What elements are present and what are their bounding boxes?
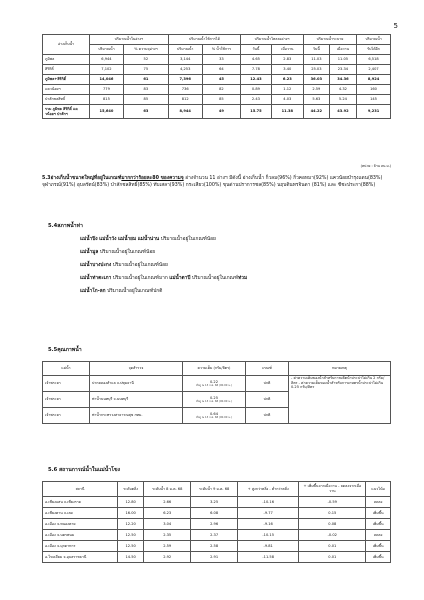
wq-salinity: 0.64 <box>209 411 218 416</box>
mekong-cell: เพิ่มขึ้น <box>366 519 391 530</box>
river-status-text: ปริมาณน้ำอยู่ในเกณฑ์ปกติ <box>105 289 163 294</box>
sub-header: เมื่อวาน <box>329 45 356 55</box>
section-5-3-paragraph <box>42 175 387 189</box>
reservoir-cell: 64 <box>202 65 241 75</box>
mekong-cell: ลดลง <box>366 497 391 508</box>
river-status-line <box>80 261 168 269</box>
wq-header-station: จุดสำรวจ <box>90 362 183 376</box>
river-name: แม่น้ำน่าน <box>137 237 160 242</box>
wq-station: ท่าน้ำนนทบุรี จ.นนทบุรี <box>90 392 183 408</box>
mekong-cell: -11.58 <box>238 552 299 563</box>
reservoir-cell: 25.03 <box>303 65 329 75</box>
river-name: แม่น้ำปิง <box>80 237 98 242</box>
river-name: แม่น้ำมูล <box>80 250 99 255</box>
reservoir-cell: 45 <box>202 75 241 85</box>
mekong-cell: 0.08 <box>299 519 366 530</box>
reservoir-cell: 36.03 <box>303 75 329 85</box>
reservoir-cell: 779 <box>90 85 124 95</box>
sub-header: รับได้อีก <box>357 45 391 55</box>
wq-river: เจ้าพระยา <box>43 408 90 424</box>
river-status-line <box>80 235 216 243</box>
reservoir-cell: 4.03 <box>271 95 303 105</box>
mekong-cell: -10.15 <box>238 530 299 541</box>
mekong-station: อ.เมือง จ.หนองคาย <box>43 519 118 530</box>
mekong-station: อ.โขงเจียม จ.อุบลราชธานี <box>43 552 118 563</box>
reservoir-cell: 2,407 <box>357 65 391 75</box>
wq-salinity: 0.22 <box>209 379 218 384</box>
sub-header: วันนี้ <box>303 45 329 55</box>
reservoir-cell: 7.78 <box>241 65 272 75</box>
mk-header: + สูงกว่าตลิ่ง - ต่ำกว่าตลิ่ง <box>238 482 299 497</box>
reservoir-cell: 3.40 <box>271 65 303 75</box>
mk-header: ระดับน้ำ 8 ม.ค. 68 <box>144 482 191 497</box>
wq-salinity: 0.25 <box>209 395 218 400</box>
mk-header: ระดับน้ำ 9 ม.ค. 68 <box>191 482 238 497</box>
river-name: แม่น้ำยม <box>117 237 137 242</box>
reservoir-cell: 23.34 <box>329 65 356 75</box>
wq-header-remark: หมายเหตุ <box>289 362 391 376</box>
mekong-cell: 6.23 <box>144 508 191 519</box>
reservoir-cell: 4,253 <box>168 65 202 75</box>
water-quality-table <box>42 361 391 424</box>
reservoir-table-header <box>43 35 391 45</box>
reservoir-row <box>43 75 391 85</box>
reservoir-cell: 8,924 <box>357 75 391 85</box>
reservoir-cell: 3,144 <box>168 55 202 65</box>
reservoir-cell: 8,944 <box>168 105 202 119</box>
sub-header: % น้ำใช้การ <box>202 45 241 55</box>
reservoir-cell: 43.92 <box>329 105 356 119</box>
river-status-text: ปริมาณน้ำอยู่ในเกณฑ์ <box>190 276 239 281</box>
reservoir-cell: 736 <box>168 85 202 95</box>
reservoir-cell: 85 <box>123 95 168 105</box>
mekong-cell: 3.04 <box>144 519 191 530</box>
reservoir-cell: 49 <box>202 105 241 119</box>
mekong-cell: 2.37 <box>191 530 238 541</box>
mekong-station: อ.เมือง จ.นครพนม <box>43 530 118 541</box>
reservoir-cell: 6,518 <box>357 55 391 65</box>
col-group-capacity: ปริมาณน้ำ <box>357 35 391 45</box>
mk-header: ระดับตลิ่ง <box>118 482 144 497</box>
mekong-cell: เพิ่มขึ้น <box>366 508 391 519</box>
reservoir-cell: 7,102 <box>90 65 124 75</box>
wq-salinity-cell <box>183 408 246 424</box>
mk-header: แนวโน้ม <box>366 482 391 497</box>
mekong-cell: -9.77 <box>238 508 299 519</box>
river-status-text: ปริมาณน้ำอยู่ในเกณฑ์น้อย <box>111 263 168 268</box>
section-5-4-heading: 5.4สภาพน้ำท่า <box>48 223 83 229</box>
reservoir-table-subheader <box>43 45 391 55</box>
river-status-line <box>80 287 162 295</box>
wq-criteria: ปกติ <box>246 392 289 408</box>
reservoir-cell: 2.83 <box>271 55 303 65</box>
reservoir-cell: 75 <box>123 65 168 75</box>
river-status-text: ปริมาณน้ำอยู่ในเกณฑ์น้อย <box>98 250 156 255</box>
reservoir-cell: 61 <box>123 75 168 85</box>
col-group-inflow: ปริมาณน้ำไหลลงอ่างฯ <box>241 35 304 45</box>
mekong-row <box>43 530 391 541</box>
reservoir-cell: 0.89 <box>241 85 272 95</box>
reservoir-name: แควน้อยฯ <box>43 85 90 95</box>
section-5-3-emphasis: มากกว่าร้อยละ80 ของความจุ <box>121 176 184 181</box>
river-status-line <box>80 248 155 256</box>
mekong-cell: 2.58 <box>191 541 238 552</box>
reservoir-name: ภูมิพล <box>43 55 90 65</box>
wq-station: ปากคลองสำแล จ.ปทุมธานี <box>90 376 183 392</box>
reservoir-cell: 15.75 <box>241 105 272 119</box>
mekong-row <box>43 497 391 508</box>
reservoir-row <box>43 65 391 75</box>
reservoir-cell: 11.03 <box>303 55 329 65</box>
mekong-cell: 0.01 <box>299 552 366 563</box>
wq-salinity-note: ที่อยู่ ณ 13 ก.ค. 68 (00.00 น.) <box>196 384 232 388</box>
section-5-5-heading: 5.5คุณภาพน้ำ <box>48 347 82 353</box>
reservoir-cell: 85 <box>202 95 241 105</box>
mekong-cell: ลดลง <box>366 530 391 541</box>
reservoir-cell: 160 <box>357 85 391 95</box>
reservoir-table <box>42 34 391 119</box>
mekong-cell: -9.81 <box>238 541 299 552</box>
mekong-cell: 2.92 <box>144 552 191 563</box>
reservoir-row <box>43 95 391 105</box>
reservoir-cell: 34.36 <box>329 75 356 85</box>
mekong-cell: 2.66 <box>144 497 191 508</box>
wq-salinity-cell <box>183 376 246 392</box>
mekong-cell: 12.50 <box>118 530 144 541</box>
section-5-3-lead: 5.3อ่างเก็บน้ำขนาดใหญ่ที่อยู่ในเกณฑ์ <box>42 176 122 181</box>
page-number: 5 <box>393 22 398 30</box>
col-group-usable: ปริมาณน้ำใช้การได้ <box>168 35 240 45</box>
wq-river: เจ้าพระยา <box>43 392 90 408</box>
reservoir-cell: 2.43 <box>241 95 272 105</box>
river-name: ท่วม <box>238 276 248 281</box>
mekong-row <box>43 541 391 552</box>
reservoir-cell: 5.63 <box>303 95 329 105</box>
reservoir-name: รวม ภูมิพล สิริกิติ์ แควน้อยฯ ป่าสักฯ <box>43 105 90 119</box>
wq-salinity-cell <box>183 392 246 408</box>
mekong-cell: เพิ่มขึ้น <box>366 541 391 552</box>
wq-salinity-note: ที่อยู่ ณ 13 ก.ค. 68 (00.00 น.) <box>196 400 232 404</box>
reservoir-cell: 6,944 <box>90 55 124 65</box>
reservoir-cell: 63 <box>123 105 168 119</box>
reservoir-name: สิริกิติ์ <box>43 65 90 75</box>
mekong-cell: 16.00 <box>118 508 144 519</box>
reservoir-cell: 4.65 <box>241 55 272 65</box>
mekong-row <box>43 519 391 530</box>
reservoir-cell: 4.32 <box>329 85 356 95</box>
river-name: แม่น้ำวัง <box>99 237 117 242</box>
river-status-text: ปริมาณน้ำอยู่ในเกณฑ์น้อย <box>159 237 216 242</box>
reservoir-header-name: อ่างเก็บน้ำ <box>43 35 90 55</box>
reservoir-cell: 14,046 <box>90 75 124 85</box>
col-group-outflow: ปริมาณน้ำระบาย <box>303 35 356 45</box>
river-status-text: ปริมาณน้ำอยู่ในเกณฑ์มาก <box>111 276 170 281</box>
reservoir-cell: 812 <box>168 95 202 105</box>
river-name: แม่น้ำท่าตะเภา <box>80 276 112 281</box>
reservoir-cell: 2.59 <box>303 85 329 95</box>
sub-header: ปริมาณน้ำ <box>90 45 124 55</box>
water-quality-header <box>43 362 391 376</box>
mekong-cell: -9.16 <box>238 519 299 530</box>
reservoir-cell: 52 <box>123 55 168 65</box>
mekong-cell: เพิ่มขึ้น <box>366 552 391 563</box>
river-name: แม่น้ำโก-ลก <box>80 289 106 294</box>
reservoir-cell: 11.05 <box>329 55 356 65</box>
wq-salinity-note: ที่อยู่ ณ 13 ก.ค. 68 (00.00 น.) <box>196 416 232 420</box>
mk-header: + เพิ่มขึ้นจากเมื่อวาน - ลดลงจากเมื่อวาน <box>299 482 366 497</box>
reservoir-row <box>43 85 391 95</box>
section-5-3-text: อ่างจำนวน 11 อ่างฯ มีดังนี้ อ่างเก็บน้ำ ก็วลม(96%) กิ่วคอหมา(92%) แควน้อยบำรุงแดน(83%) จุฬาภรณ์(91%) อุบลรัตน์(83%) ป่าสักชลสิทธิ์(85%) ทับเสลา(93%) กระเสียว(100%) ขุนด่านปราการชล(85%) นฤบดินทรจินดา (81%) และ ชีชะประกา(88%) <box>42 176 383 188</box>
reservoir-cell: 1.12 <box>271 85 303 95</box>
wq-header-criteria: เกณฑ์ <box>246 362 289 376</box>
sub-header: ปริมาณน้ำ <box>168 45 202 55</box>
reservoir-cell: 82 <box>202 85 241 95</box>
mekong-header <box>43 482 391 497</box>
mekong-row <box>43 552 391 563</box>
mekong-station: อ.เชียงคาน จ.เลย <box>43 508 118 519</box>
mekong-table <box>42 481 391 563</box>
col-group-storage: ปริมาณน้ำในอ่างฯ <box>90 35 169 45</box>
reservoir-cell: 44.22 <box>303 105 329 119</box>
reservoir-cell: 6.23 <box>271 75 303 85</box>
mekong-cell: 2.35 <box>144 530 191 541</box>
reservoir-cell: 5.24 <box>329 95 356 105</box>
mekong-cell: 6.08 <box>191 508 238 519</box>
section-5-6-heading: 5.6 สถานการณ์น้ำในแม่น้ำโขง <box>48 467 121 473</box>
sub-header: วันนี้ <box>241 45 272 55</box>
river-name: แม่น้ำบางปะกง <box>80 263 112 268</box>
mekong-cell: 0.15 <box>299 508 366 519</box>
mekong-cell: 12.80 <box>118 497 144 508</box>
mekong-cell: 14.50 <box>118 552 144 563</box>
mekong-cell: 12.20 <box>118 519 144 530</box>
mekong-cell: -10.16 <box>238 497 299 508</box>
mekong-cell: 2.91 <box>191 552 238 563</box>
sub-header: เมื่อวาน <box>271 45 303 55</box>
reservoir-cell: 83 <box>123 85 168 95</box>
mekong-cell: -0.59 <box>299 497 366 508</box>
wq-criteria: ปกติ <box>246 376 289 392</box>
mekong-cell: 3.25 <box>191 497 238 508</box>
reservoir-cell: 9,231 <box>357 105 391 119</box>
reservoir-cell: 7,396 <box>168 75 202 85</box>
water-quality-row <box>43 376 391 392</box>
wq-criteria: ปกติ <box>246 408 289 424</box>
reservoir-cell: 12.43 <box>241 75 272 85</box>
mekong-cell: 0.01 <box>299 541 366 552</box>
reservoir-cell: 815 <box>90 95 124 105</box>
reservoir-name: ภูมิพล+สิริกิติ์ <box>43 75 90 85</box>
mekong-station: อ.เชียงแสน จ.เชียงราย <box>43 497 118 508</box>
wq-river: เจ้าพระยา <box>43 376 90 392</box>
mekong-cell: 12.50 <box>118 541 144 552</box>
mekong-row <box>43 508 391 519</box>
reservoir-cell: 15,640 <box>90 105 124 119</box>
mekong-cell: -0.02 <box>299 530 366 541</box>
river-status-line <box>80 274 247 282</box>
reservoir-name: ป่าสักชลสิทธิ์ <box>43 95 90 105</box>
reservoir-cell: 11.38 <box>271 105 303 119</box>
reservoir-cell: 145 <box>357 95 391 105</box>
reservoir-row <box>43 105 391 119</box>
mekong-cell: 2.96 <box>191 519 238 530</box>
wq-station: ท่าน้ำกระทรวงสาธารณสุข กทม. <box>90 408 183 424</box>
mekong-station: อ.เมือง จ.มุกดาหาร <box>43 541 118 552</box>
wq-header-salinity: ความเค็ม (กรัม/ลิตร) <box>183 362 246 376</box>
wq-header-river: แม่น้ำ <box>43 362 90 376</box>
river-name: แม่น้ำตาปี <box>169 276 191 281</box>
mk-header: สถานี <box>43 482 118 497</box>
sub-header: % ความจุอ่างฯ <box>123 45 168 55</box>
unit-note: (หน่วย : ล้าน ลบ.ม.) <box>360 164 391 168</box>
mekong-cell: 2.59 <box>144 541 191 552</box>
reservoir-cell: 33 <box>202 55 241 65</box>
reservoir-row <box>43 55 391 65</box>
wq-remark: - ค่าความเค็มของน้ำสำหรับการผลิตน้ำประปาไม่เกิน 2 กรัม/ลิตร - ค่าความเค็มของน้ำสำหรับการเกษตรน้ำประปาไม่เกิน 0.25 กรัม/ลิตร <box>289 376 391 424</box>
